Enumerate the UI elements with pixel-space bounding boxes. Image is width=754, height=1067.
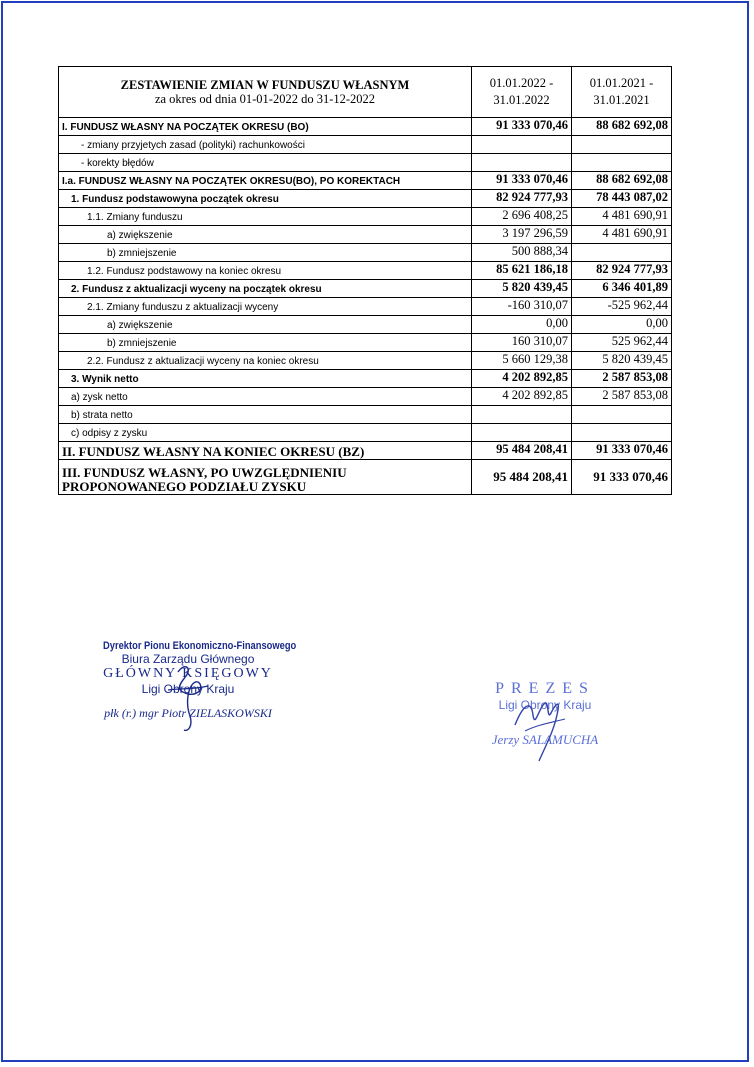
row-value-previous: 91 333 070,46 [572,442,672,460]
row-label: c) odpisy z zysku [59,424,472,442]
row-label: a) zysk netto [59,388,472,406]
row-value-previous: 82 924 777,93 [572,262,672,280]
row-label: b) zmniejszenie [59,334,472,352]
table-row [59,298,672,316]
row-label: 2. Fundusz z aktualizacji wyceny na początek okresu [59,280,472,298]
row-value-current: 4 202 892,85 [472,370,572,388]
row-value-previous: 2 587 853,08 [572,370,672,388]
row-value-previous [572,136,672,154]
table-title: ZESTAWIENIE ZMIAN W FUNDUSZU WŁASNYM [120,78,410,92]
row-value-previous: 6 346 401,89 [572,280,672,298]
table-row [59,424,672,442]
table-row [59,244,672,262]
row-value-current: -160 310,07 [472,298,572,316]
row-value-previous: 4 481 690,91 [572,208,672,226]
row-label: 1. Fundusz podstawowyna początek okresu [59,190,472,208]
column-header-previous: 01.01.2021 - 31.01.2021 [572,67,672,118]
table-row [59,226,672,244]
row-label: III. FUNDUSZ WŁASNY, PO UWZGLĘDNIENIU PROPONOWANEGO PODZIAŁU ZYSKU [59,460,472,495]
row-value-current [472,154,572,172]
table-row [59,316,672,334]
row-value-current: 91 333 070,46 [472,172,572,190]
stamp-title: PREZES [495,680,595,697]
row-value-previous: 4 481 690,91 [572,226,672,244]
table-row [59,208,672,226]
stamp-line: Biura Zarządu Głównego [121,652,255,666]
table-row [59,118,672,136]
row-value-current: 0,00 [472,316,572,334]
table-row [59,190,672,208]
row-value-current: 85 621 186,18 [472,262,572,280]
row-value-current: 5 820 439,45 [472,280,572,298]
row-value-current: 2 696 408,25 [472,208,572,226]
row-value-current [472,406,572,424]
row-value-current: 500 888,34 [472,244,572,262]
row-value-current: 95 484 208,41 [472,442,572,460]
row-value-current: 95 484 208,41 [472,460,572,495]
row-value-previous [572,154,672,172]
row-value-previous: 78 443 087,02 [572,190,672,208]
row-value-previous: 525 962,44 [572,334,672,352]
table-row [59,388,672,406]
row-value-current: 91 333 070,46 [472,118,572,136]
table-row [59,172,672,190]
row-value-current [472,424,572,442]
row-label: 1.1. Zmiany funduszu [59,208,472,226]
row-value-previous: 91 333 070,46 [572,460,672,495]
table-subtitle: za okres od dnia 01-01-2022 do 31-12-2022 [154,92,376,106]
row-value-previous: 2 587 853,08 [572,388,672,406]
signatory-name: Jerzy SALAMUCHA [491,732,599,747]
table-row [59,136,672,154]
row-value-current: 4 202 892,85 [472,388,572,406]
table-row [59,280,672,298]
row-label: - korekty błędów [59,154,472,172]
row-value-previous [572,424,672,442]
stamp-line: Dyrektor Pionu Ekonomiczno-Finansowego [103,640,297,652]
table-row [59,370,672,388]
table-header-row [59,67,672,118]
row-label: b) zmniejszenie [59,244,472,262]
row-value-previous [572,406,672,424]
row-label: 2.1. Zmiany funduszu z aktualizacji wyceny [59,298,472,316]
signatory-name: płk (r.) mgr Piotr ZIELASKOWSKI [104,706,272,720]
row-value-previous: 88 682 692,08 [572,118,672,136]
table-row [59,334,672,352]
row-value-previous: -525 962,44 [572,298,672,316]
row-value-previous: 88 682 692,08 [572,172,672,190]
table-row [59,460,672,495]
column-header-current: 01.01.2022 - 31.01.2022 [472,67,572,118]
row-value-previous: 0,00 [572,316,672,334]
row-value-current: 160 310,07 [472,334,572,352]
signature-left-icon [160,660,220,735]
row-label: b) strata netto [59,406,472,424]
row-label: a) zwiększenie [59,226,472,244]
row-label: I. FUNDUSZ WŁASNY NA POCZĄTEK OKRESU (BO) [59,118,472,136]
table-row [59,352,672,370]
row-label: 1.2. Fundusz podstawowy na koniec okresu [59,262,472,280]
row-value-current: 82 924 777,93 [472,190,572,208]
row-label: a) zwiększenie [59,316,472,334]
stamp-line: Ligi Obrony Kraju [141,682,235,696]
row-label: 3. Wynik netto [59,370,472,388]
stamp-line: GŁÓWNY KSIĘGOWY [103,666,273,681]
row-value-current: 3 197 296,59 [472,226,572,244]
row-value-current: 5 660 129,38 [472,352,572,370]
row-value-previous: 5 820 439,45 [572,352,672,370]
row-label: I.a. FUNDUSZ WŁASNY NA POCZĄTEK OKRESU(BO), PO KOREKTACH [59,172,472,190]
table-row [59,154,672,172]
row-label: II. FUNDUSZ WŁASNY NA KONIEC OKRESU (BZ) [59,442,472,460]
row-value-previous [572,244,672,262]
row-value-current [472,136,572,154]
row-label: - zmiany przyjetych zasad (polityki) rachunkowości [59,136,472,154]
table-row [59,406,672,424]
row-label: 2.2. Fundusz z aktualizacji wyceny na koniec okresu [59,352,472,370]
table-title-cell [59,67,472,118]
stamp-org: Ligi Obrony Kraju [498,698,592,712]
equity-changes-table [58,66,672,495]
table-row [59,262,672,280]
table-row [59,442,672,460]
signature-right-icon [505,685,575,765]
